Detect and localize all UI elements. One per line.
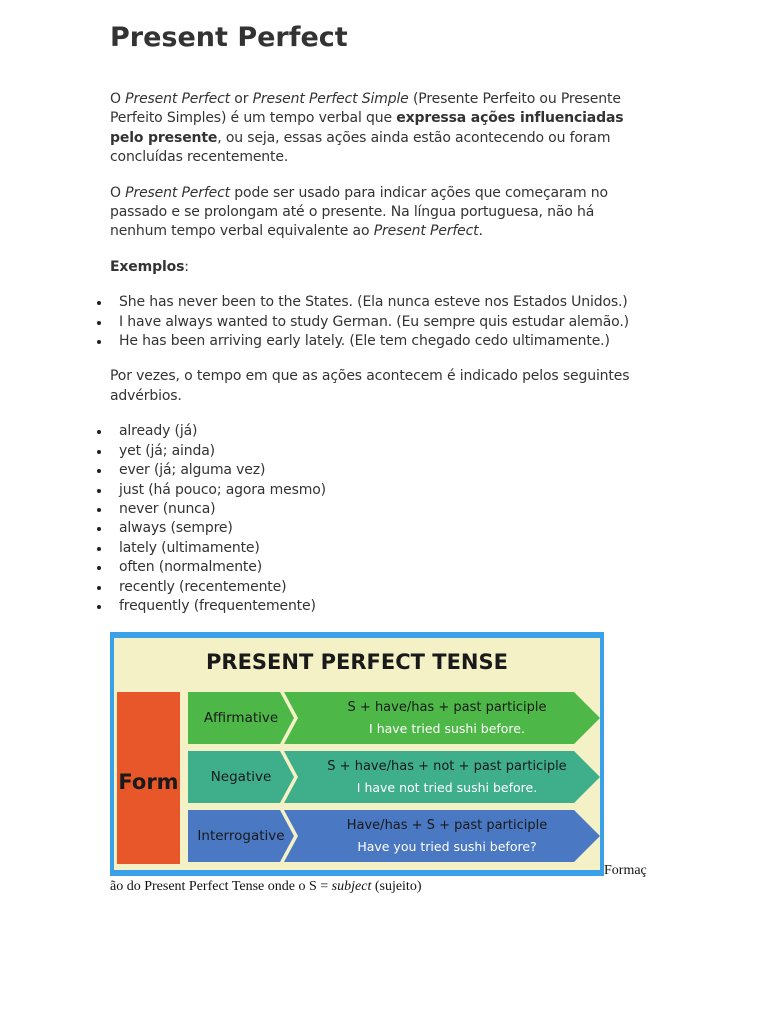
list-item: She has never been to the States. (Ela nunca esteve nos Estados Unidos.): [110, 293, 655, 312]
intro-paragraph-1: O Present Perfect or Present Perfect Simple (Presente Perfeito ou Presente Perfeito Simples) é um tempo verbal que expressa ações influenciadas pelo presente, ou seja, essas ações ainda estão acontecendo ou foram concluídas recentemente.: [110, 91, 624, 166]
adverbs-intro: Por vezes, o tempo em que as ações acontecem é indicado pelos seguintes advérbios.: [110, 368, 630, 404]
list-item: never (nunca): [110, 500, 655, 519]
row-rule-text: Have/has + S + past participle: [346, 818, 548, 834]
row-example-text: I have not tried sushi before.: [356, 780, 538, 796]
present-perfect-infographic: [110, 632, 604, 876]
list-item: He has been arriving early lately. (Ele tem chegado cedo ultimamente.): [110, 332, 655, 351]
row-type-label: Negative: [210, 769, 272, 786]
highlight-text: expressa ações influenciadas pelo presente: [110, 110, 624, 146]
list-item: often (normalmente): [110, 558, 655, 577]
row-example-text: I have tried sushi before.: [369, 721, 525, 737]
list-item: recently (recentemente): [110, 578, 655, 597]
list-item: yet (já; ainda): [110, 442, 655, 461]
list-item: just (há pouco; agora mesmo): [110, 481, 655, 500]
list-item: always (sempre): [110, 519, 655, 538]
list-item: frequently (frequentemente): [110, 597, 655, 616]
list-item: already (já): [110, 422, 655, 441]
adverbs-list: [110, 422, 655, 616]
page-title: Present Perfect: [110, 22, 348, 53]
row-type-label: Affirmative: [203, 710, 279, 727]
list-item: ever (já; alguma vez): [110, 461, 655, 480]
list-item: lately (ultimamente): [110, 539, 655, 558]
figure-container: [110, 632, 655, 895]
list-item: I have always wanted to study German. (Eu sempre quis estudar alemão.): [110, 313, 655, 332]
infographic-svg: [110, 632, 604, 876]
row-type-label: Interrogative: [197, 828, 285, 845]
intro-paragraph-2: O Present Perfect pode ser usado para indicar ações que começaram no passado e se prolongam até o presente. Na língua portuguesa, não há nenhum tempo verbal equivalente ao Present Perfect.: [110, 184, 608, 240]
examples-list: [110, 293, 655, 351]
form-label: Form: [118, 770, 179, 795]
row-rule-text: S + have/has + past participle: [347, 700, 547, 716]
article-content: [110, 18, 655, 895]
examples-heading: Exemplos:: [110, 258, 189, 275]
infographic-title: PRESENT PERFECT TENSE: [206, 650, 508, 675]
row-rule-text: S + have/has + not + past participle: [327, 759, 567, 775]
figure-caption: ão do Present Perfect Tense onde o S = subject (sujeito): [110, 879, 422, 895]
row-example-text: Have you tried sushi before?: [357, 839, 537, 855]
figure-caption-start: Formaç: [604, 863, 647, 879]
